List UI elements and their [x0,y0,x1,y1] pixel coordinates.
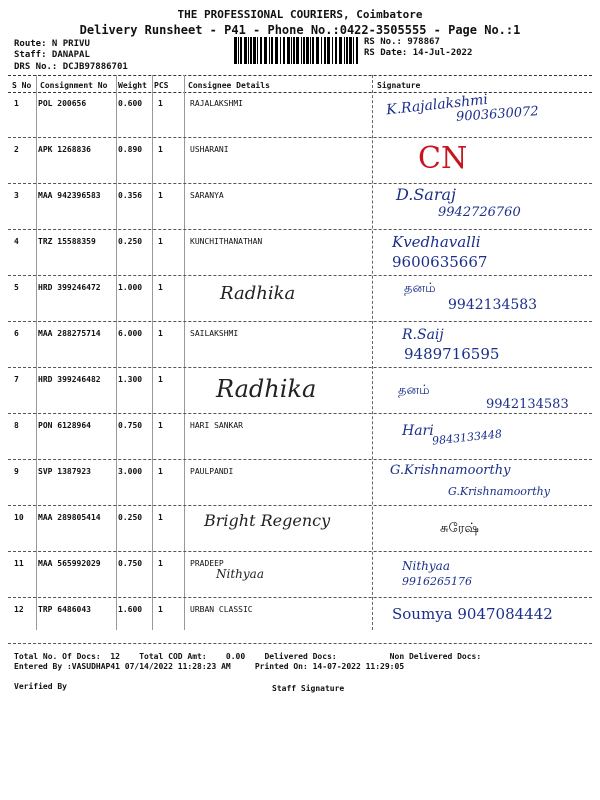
row-pcs: 1 [158,329,163,338]
table-row [8,185,592,230]
table-row [8,323,592,368]
table-row [8,231,592,276]
table-row [8,277,592,322]
table-row [8,461,592,506]
table-row [8,599,592,644]
row-consignment: MAA 289805414 [38,513,101,522]
signature: Nithyaa [402,559,450,573]
row-consignee: SARANYA [190,191,224,200]
row-consignee: PRADEEP [190,559,224,568]
row-consignment: PON 6128964 [38,421,91,430]
row-weight: 3.000 [118,467,143,476]
row-sno: 4 [14,237,19,246]
signature-phone: 9489716595 [404,345,500,363]
table-top-divider [8,75,592,76]
row-divider [8,643,592,644]
signature: சுரேஷ் [440,521,479,536]
totals-line: Total No. Of Docs: 12 Total COD Amt: 0.00 Delivered Docs: Non Delivered Docs: [14,652,482,661]
table-row [8,507,592,552]
signature: CN [418,141,468,176]
entered-by-line: Entered By :VASUDHAP41 07/14/2022 11:28:23 AM Printed On: 14-07-2022 11:29:05 [14,662,405,671]
row-sno: 3 [14,191,19,200]
row-weight: 1.000 [118,283,143,292]
row-weight: 1.300 [118,375,143,384]
signature: G.Krishnamoorthy [390,463,511,478]
verified-by-label: Verified By [14,682,67,691]
signature-phone: 9600635667 [392,253,488,271]
signature: தனம் [404,281,436,296]
row-consignment: MAA 565992029 [38,559,101,568]
row-sno: 8 [14,421,19,430]
row-consignment: TRP 6486043 [38,605,91,614]
signature: Kvedhavalli [392,233,481,251]
table-row [8,93,592,138]
runsheet-subtitle: Delivery Runsheet - P41 - Phone No.:0422-3505555 - Page No.:1 [79,23,521,37]
row-consignment: HRD 399246472 [38,283,101,292]
row-weight: 1.600 [118,605,143,614]
signature-phone: 9003630072 [455,104,540,125]
row-consignment: POL 200656 [38,99,87,108]
signature-stamp: G.Krishnamoorthy [448,485,550,498]
signature-phone: 9942134583 [448,297,538,313]
row-divider [8,275,592,276]
row-weight: 0.600 [118,99,143,108]
row-consignee: USHARANI [190,145,229,154]
col-header-consignee: Consignee Details [188,81,270,90]
signature: K.Rajalakshmi [385,91,489,119]
row-consignment: TRZ 15588359 [38,237,96,246]
row-consignee: URBAN CLASSIC [190,605,253,614]
row-sno: 7 [14,375,19,384]
row-divider [8,505,592,506]
row-pcs: 1 [158,421,163,430]
col-header-pcs: PCS [154,81,169,90]
col-header-consignment: Consignment No [40,81,108,90]
row-pcs: 1 [158,605,163,614]
row-divider [8,137,592,138]
row-weight: 6.000 [118,329,143,338]
signature: D.Saraj [396,185,456,204]
row-sno: 5 [14,283,19,292]
row-consignee: KUNCHITHANATHAN [190,237,263,246]
row-divider [8,229,592,230]
row-sno: 10 [14,513,24,522]
table-row [8,553,592,598]
row-consignment: SVP 1387923 [38,467,91,476]
row-weight: 0.750 [118,559,143,568]
row-consignee: PAULPANDI [190,467,234,476]
row-pcs: 1 [158,283,163,292]
row-pcs: 1 [158,191,163,200]
row-sno: 9 [14,467,19,476]
row-divider [8,367,592,368]
row-consignee: Radhika [220,283,296,304]
row-divider [8,413,592,414]
row-weight: 0.890 [118,145,143,154]
row-weight: 0.750 [118,421,143,430]
col-header-sno: S No [12,81,32,90]
signature-phone: 9942134583 [486,397,569,412]
signature-phone: 9843133448 [431,427,503,448]
row-consignment: APK 1268836 [38,145,91,154]
company-title: THE PROFESSIONAL COURIERS, Coimbatore [177,8,423,21]
signature: தனம் [398,383,430,398]
row-sno: 11 [14,559,24,568]
row-divider [8,597,592,598]
row-pcs: 1 [158,513,163,522]
signature: Soumya 9047084442 [392,605,553,623]
rs-number: RS No.: 978867 [364,37,440,47]
row-consignment: MAA 942396583 [38,191,101,200]
row-pcs: 1 [158,237,163,246]
row-consignment: HRD 399246482 [38,375,101,384]
signature: Hari [402,423,434,439]
row-pcs: 1 [158,559,163,568]
signature-phone: 9916265176 [402,575,472,588]
rs-date: RS Date: 14-Jul-2022 [364,48,473,58]
row-consignee: Radhika [216,375,317,403]
row-sno: 1 [14,99,19,108]
table-row [8,139,592,184]
row-consignee: SAILAKSHMI [190,329,239,338]
row-consignment: MAA 288275714 [38,329,101,338]
row-divider [8,183,592,184]
row-divider [8,551,592,552]
row-weight: 0.250 [118,513,143,522]
row-weight: 0.250 [118,237,143,246]
row-divider [8,321,592,322]
staff-signature-label: Staff Signature [272,684,345,693]
row-consignee: RAJALAKSHMI [190,99,243,108]
row-consignee-handwritten: Nithyaa [216,567,264,581]
row-consignee: HARI SANKAR [190,421,243,430]
drs-label: DRS No.: DCJB97886701 [14,62,128,72]
row-sno: 2 [14,145,19,154]
row-consignee: Bright Regency [204,511,331,530]
row-sno: 12 [14,605,24,614]
col-header-signature: Signature [377,81,421,90]
signature-phone: 9942726760 [438,205,521,220]
route-label: Route: N PRIVU [14,39,90,49]
table-row [8,415,592,460]
barcode [233,37,360,64]
col-header-weight: Weight [118,81,147,90]
staff-label: Staff: DANAPAL [14,50,90,60]
row-pcs: 1 [158,145,163,154]
row-divider [8,459,592,460]
row-pcs: 1 [158,467,163,476]
table-row [8,369,592,414]
row-sno: 6 [14,329,19,338]
row-pcs: 1 [158,375,163,384]
row-pcs: 1 [158,99,163,108]
row-weight: 0.356 [118,191,143,200]
signature: R.Saij [402,327,444,343]
